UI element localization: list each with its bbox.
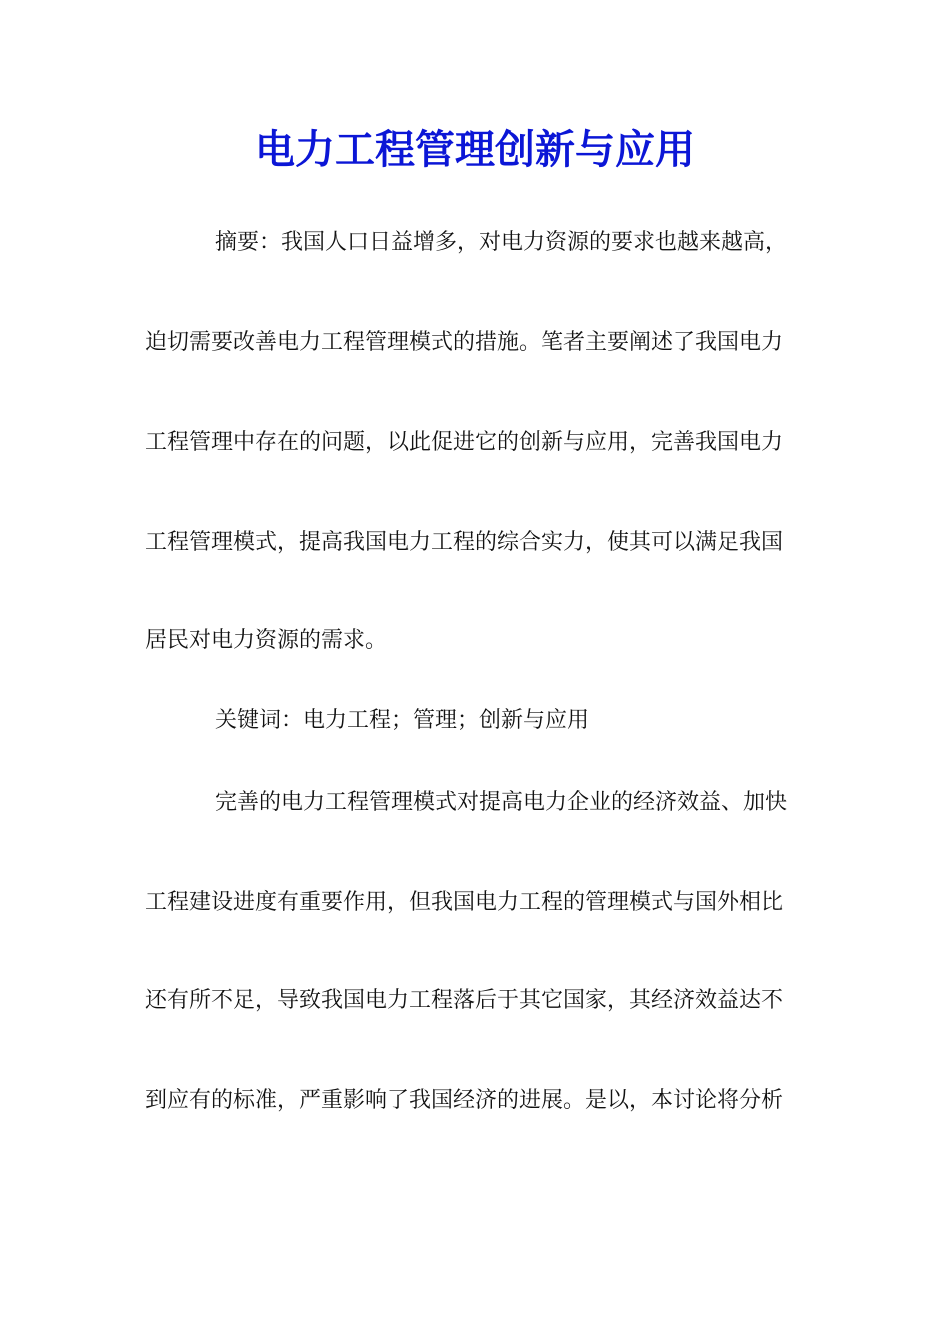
document-title: 电力工程管理创新与应用 [255,126,695,173]
body-line: 还有所不足，导致我国电力工程落后于其它国家，其经济效益达不 [145,988,784,1013]
abstract-line: 迫切需要改善电力工程管理模式的措施。笔者主要阐述了我国电力 [145,330,784,355]
abstract-line: 工程管理模式，提高我国电力工程的综合实力，使其可以满足我国 [145,530,784,555]
keywords-line: 关键词：电力工程；管理；创新与应用 [215,708,590,733]
abstract-line: 工程管理中存在的问题，以此促进它的创新与应用，完善我国电力 [145,430,784,455]
body-line: 工程建设进度有重要作用，但我国电力工程的管理模式与国外相比 [145,890,784,915]
body-line: 完善的电力工程管理模式对提高电力企业的经济效益、加快 [215,790,788,815]
body-line: 到应有的标准，严重影响了我国经济的进展。是以，本讨论将分析 [145,1088,784,1113]
abstract-line: 摘要：我国人口日益增多，对电力资源的要求也越来越高， [215,230,788,255]
abstract-line: 居民对电力资源的需求。 [145,628,388,653]
